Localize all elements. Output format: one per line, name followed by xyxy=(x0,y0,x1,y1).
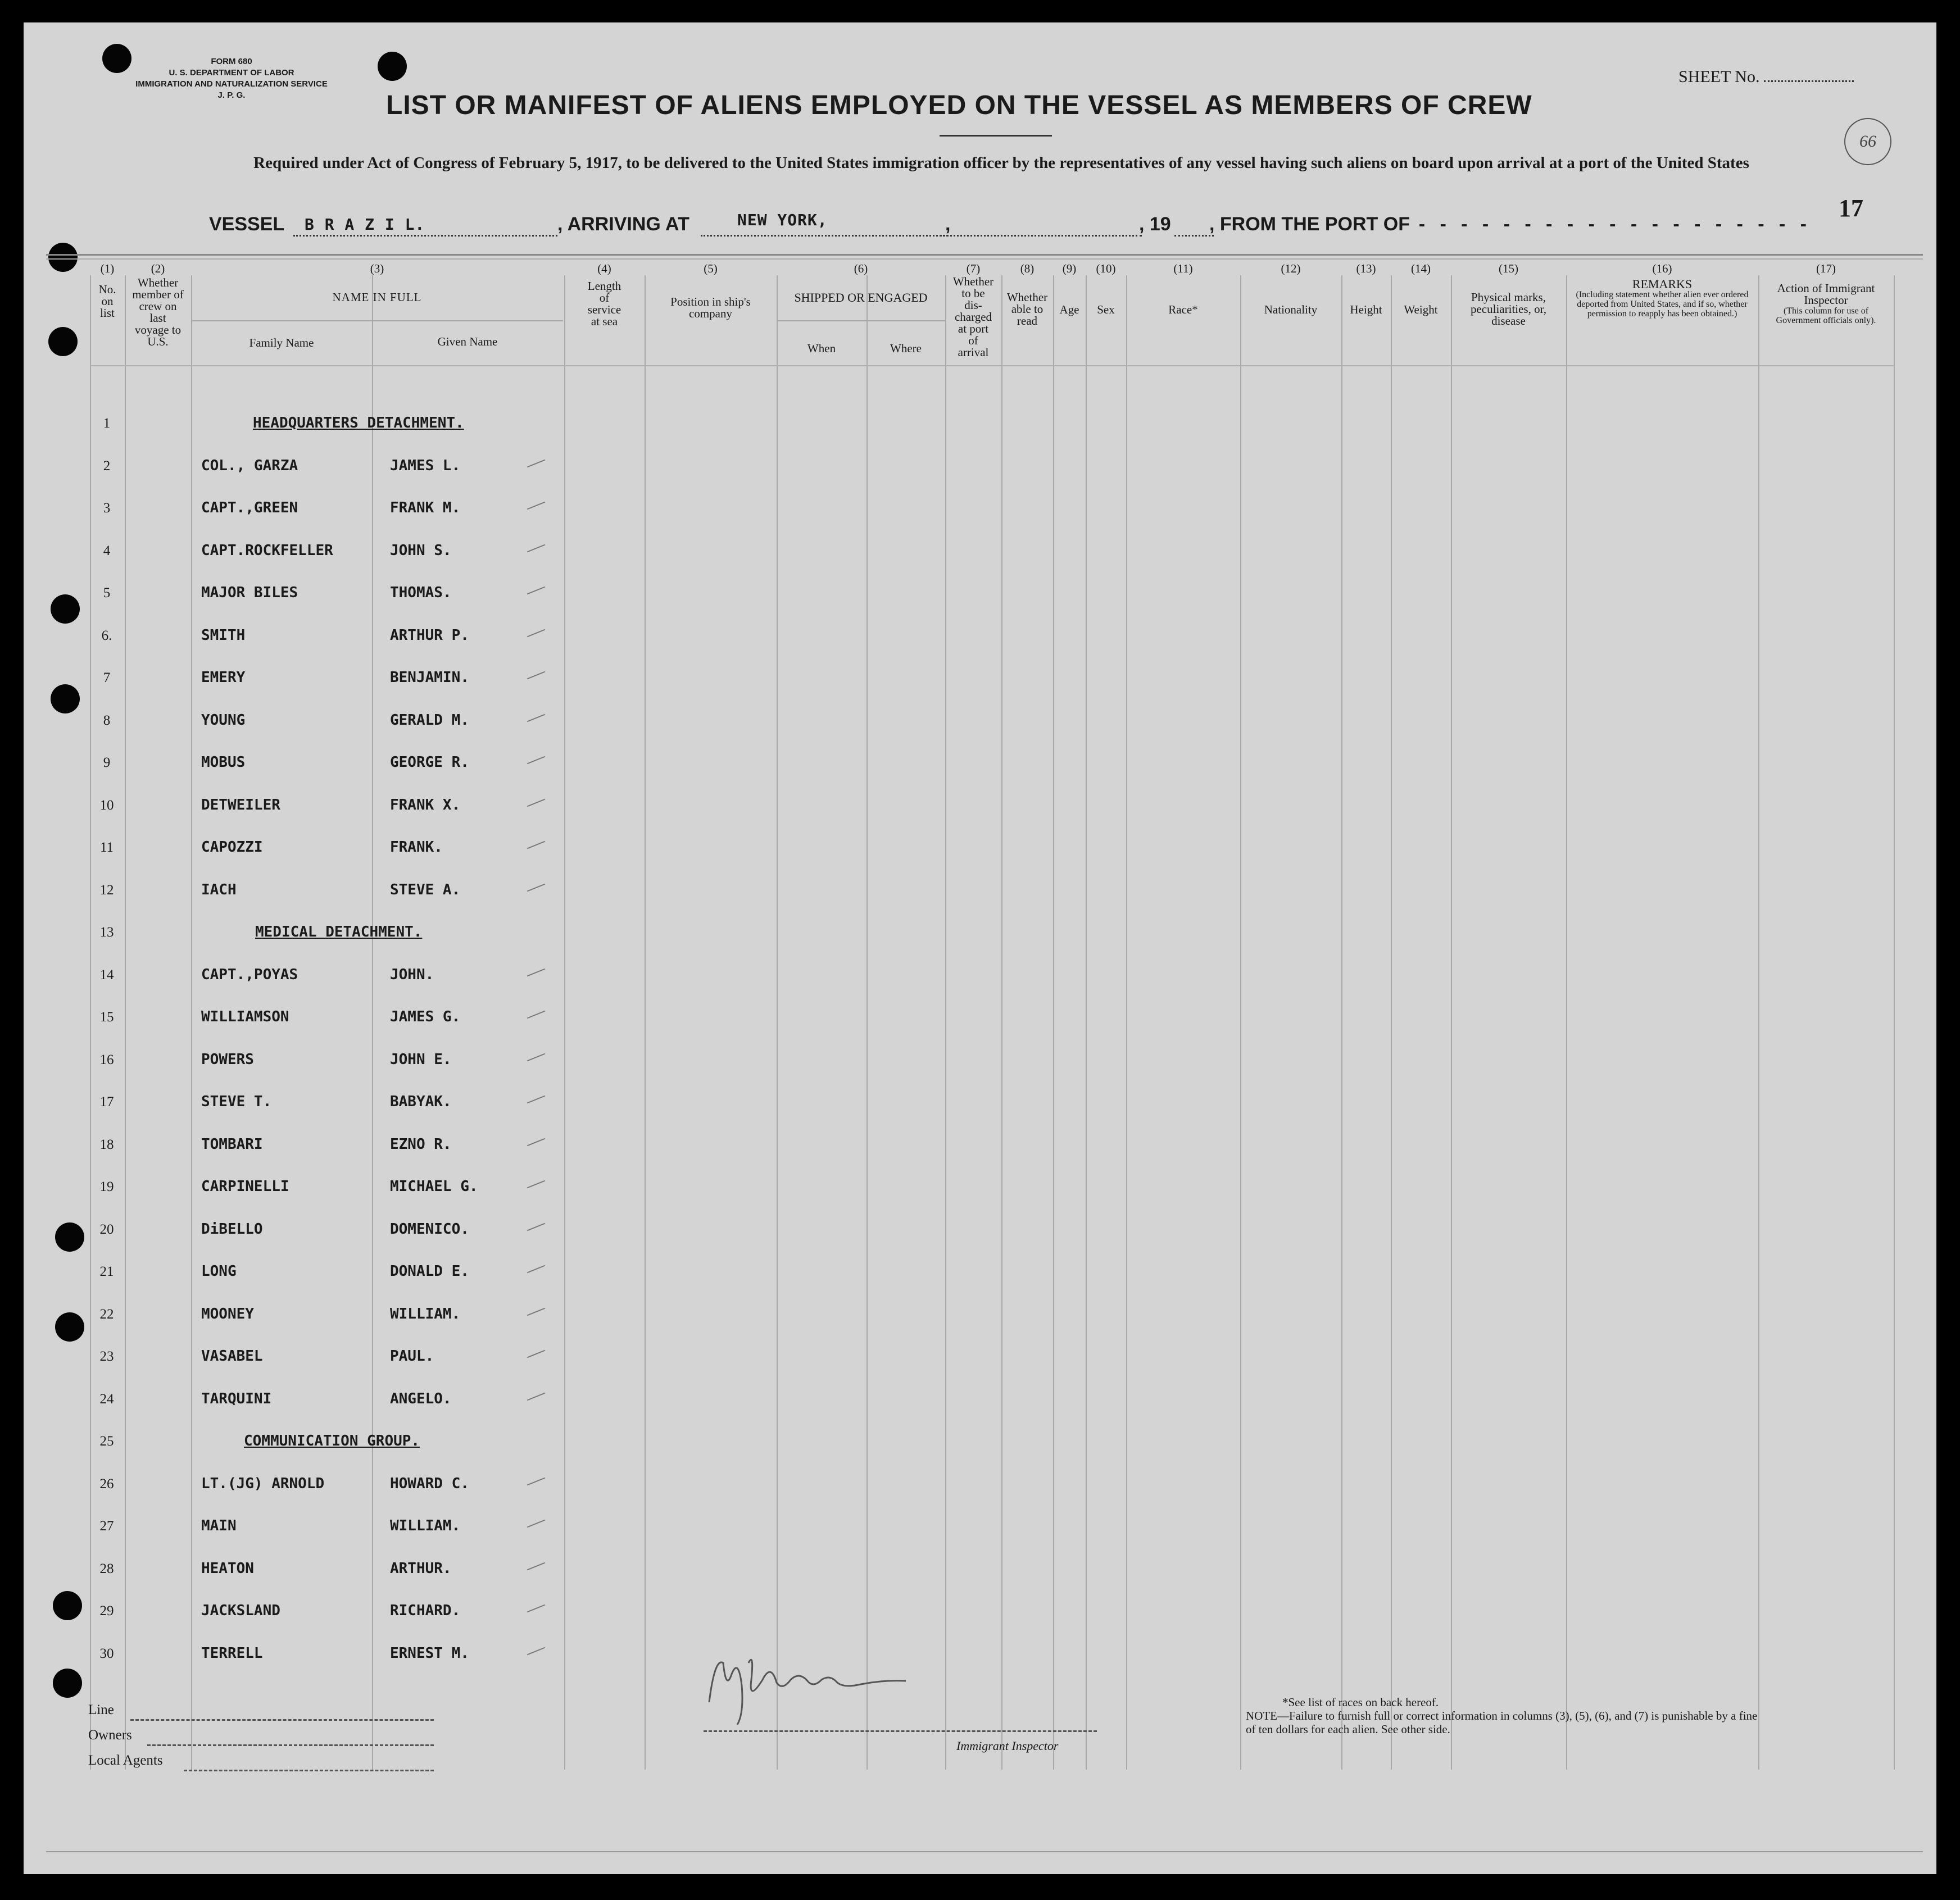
inspector-label: Immigrant Inspector xyxy=(956,1739,1059,1753)
manifest-sheet xyxy=(24,22,1936,1874)
check-mark xyxy=(527,587,545,595)
family-name-cell: MAIN xyxy=(201,1517,237,1534)
name-subheader-rule xyxy=(191,320,563,321)
row-number: 11 xyxy=(99,840,114,855)
check-mark xyxy=(527,671,545,680)
family-name-cell: SMITH xyxy=(201,627,246,644)
family-name-cell: CAPOZZI xyxy=(201,839,263,856)
footer-owners-rule xyxy=(147,1744,434,1746)
row-number: 2 xyxy=(103,458,111,474)
column-divider xyxy=(1566,275,1567,1770)
col8-number: (8) xyxy=(1020,262,1035,275)
col3-label: NAME IN FULL xyxy=(332,290,422,304)
title-rule xyxy=(940,135,1052,137)
row-number: 20 xyxy=(99,1222,114,1237)
row-number: 28 xyxy=(99,1561,114,1576)
given-name-cell: ARTHUR. xyxy=(390,1560,452,1577)
signature-stroke xyxy=(692,1640,973,1725)
column-divider xyxy=(1341,275,1342,1770)
date-rule xyxy=(940,235,1142,237)
column-divider xyxy=(1391,275,1392,1770)
col17-note: (This column for use of Government officials only). xyxy=(1776,306,1876,325)
row-number: 13 xyxy=(99,925,114,940)
row-number: 8 xyxy=(103,713,111,728)
col13-label: Height xyxy=(1350,303,1382,316)
col13-header xyxy=(1341,263,1391,316)
given-name-cell: JOHN S. xyxy=(390,542,452,559)
check-mark xyxy=(527,1604,545,1613)
header-bottom-rule xyxy=(90,365,1894,366)
check-mark xyxy=(527,884,545,892)
punch-hole xyxy=(55,1222,84,1252)
col3-number: (3) xyxy=(370,262,384,275)
row-number: 24 xyxy=(99,1392,114,1407)
section-heading: COMMUNICATION GROUP. xyxy=(244,1433,420,1449)
col6-when-subheader: When xyxy=(807,342,836,355)
row-number: 18 xyxy=(99,1137,114,1152)
row-number: 5 xyxy=(103,585,111,601)
row-number: 10 xyxy=(99,798,114,813)
given-name-cell: EZNO R. xyxy=(390,1136,452,1153)
page-title: LIST OR MANIFEST OF ALIENS EMPLOYED ON THE VESSEL AS MEMBERS OF CREW xyxy=(386,90,1532,120)
footer-agents-label: Local Agents xyxy=(88,1753,163,1768)
from-port-value: - - - - - - - - - - - - - - - - - - - xyxy=(1417,215,1809,234)
row-number: 19 xyxy=(99,1179,114,1194)
col9-number: (9) xyxy=(1062,262,1077,275)
family-name-cell: WILLIAMSON xyxy=(201,1008,289,1025)
family-name-cell: CAPT.,GREEN xyxy=(201,499,298,516)
given-name-cell: GEORGE R. xyxy=(390,754,469,771)
arriving-rule xyxy=(701,235,948,237)
col10-label: Sex xyxy=(1097,303,1115,316)
given-name-cell: STEVE A. xyxy=(390,881,461,898)
col8-label: Whether able to read xyxy=(1006,290,1048,328)
punch-hole xyxy=(51,594,80,624)
family-name-cell: VASABEL xyxy=(201,1348,263,1365)
col9-header xyxy=(1053,263,1086,316)
sheet-label: SHEET No. xyxy=(1678,67,1760,86)
given-name-cell: FRANK. xyxy=(390,839,443,856)
sheet-serial-number: 17 xyxy=(1839,194,1863,222)
col14-header xyxy=(1391,263,1451,316)
check-mark xyxy=(527,1053,545,1062)
check-mark xyxy=(527,1011,545,1019)
column-divider xyxy=(372,275,373,1770)
section-heading: MEDICAL DETACHMENT. xyxy=(255,924,423,940)
inspector-signature-rule xyxy=(704,1730,1097,1732)
family-name-cell: CAPT.,POYAS xyxy=(201,966,298,983)
family-name-cell: TERRELL xyxy=(201,1645,263,1662)
punch-hole xyxy=(51,684,80,713)
given-name-cell: JOHN E. xyxy=(390,1051,452,1068)
col11-number: (11) xyxy=(1173,262,1193,275)
row-number: 17 xyxy=(99,1094,114,1110)
given-name-cell: DOMENICO. xyxy=(390,1221,469,1238)
form-initials: J. P. G. xyxy=(217,90,246,100)
given-name-cell: HOWARD C. xyxy=(390,1475,469,1492)
col15-number: (15) xyxy=(1499,262,1518,275)
check-mark xyxy=(527,1478,545,1486)
family-name-cell: IACH xyxy=(201,881,237,898)
column-divider xyxy=(1758,275,1759,1770)
row-number: 23 xyxy=(99,1349,114,1364)
given-name-cell: ARTHUR P. xyxy=(390,627,469,644)
from-port-label: , FROM THE PORT OF xyxy=(1209,213,1410,235)
col15-label: Physical marks, peculiarities, or, disease xyxy=(1470,290,1547,328)
row-number: 12 xyxy=(99,883,114,898)
check-mark xyxy=(527,460,545,468)
family-name-cell: CARPINELLI xyxy=(201,1178,289,1195)
family-name-cell: DETWEILER xyxy=(201,797,280,813)
family-name-cell: MOBUS xyxy=(201,754,246,771)
col5-header xyxy=(645,263,777,320)
punch-hole xyxy=(53,1669,82,1698)
punch-hole xyxy=(53,1591,82,1620)
col15-header xyxy=(1451,263,1566,327)
column-divider xyxy=(945,275,946,1770)
given-name-cell: FRANK M. xyxy=(390,499,461,516)
given-name-cell: FRANK X. xyxy=(390,797,461,813)
col9-label: Age xyxy=(1059,303,1079,316)
col7-number: (7) xyxy=(966,262,981,275)
family-name-cell: HEATON xyxy=(201,1560,254,1577)
row-number: 16 xyxy=(99,1052,114,1067)
punch-hole xyxy=(48,243,78,272)
row-number: 25 xyxy=(99,1434,114,1449)
col3-family-subheader: Family Name xyxy=(249,336,314,349)
check-mark xyxy=(527,629,545,638)
col6-label: SHIPPED OR ENGAGED xyxy=(794,290,928,304)
column-divider xyxy=(191,275,192,1770)
check-mark xyxy=(527,1096,545,1104)
inspector-signature xyxy=(692,1640,973,1725)
col7-header xyxy=(945,263,1001,358)
row-number: 14 xyxy=(99,967,114,983)
check-mark xyxy=(527,544,545,553)
year-label: , 19 xyxy=(1139,213,1171,235)
given-name-cell: DONALD E. xyxy=(390,1263,469,1280)
family-name-cell: EMERY xyxy=(201,669,246,686)
row-number: 3 xyxy=(103,501,111,516)
col11-header xyxy=(1126,263,1240,316)
column-divider xyxy=(777,275,778,1770)
col10-header xyxy=(1086,263,1126,316)
check-mark xyxy=(527,1393,545,1401)
family-name-cell: CAPT.ROCKFELLER xyxy=(201,542,333,559)
footer-agents-rule xyxy=(184,1770,434,1771)
column-divider xyxy=(1240,275,1241,1770)
column-divider xyxy=(1053,275,1054,1770)
check-mark xyxy=(527,969,545,977)
row-number: 4 xyxy=(103,543,111,558)
family-name-cell: LT.(JG) ARNOLD xyxy=(201,1475,325,1492)
punch-hole xyxy=(55,1312,84,1342)
given-name-cell: PAUL. xyxy=(390,1348,434,1365)
col6-number: (6) xyxy=(854,262,868,275)
row-number: 15 xyxy=(99,1010,114,1025)
col11-label: Race* xyxy=(1168,303,1198,316)
form-service: IMMIGRATION AND NATURALIZATION SERVICE xyxy=(135,79,328,89)
footer-owners-label: Owners xyxy=(88,1728,132,1743)
row-number: 6. xyxy=(101,628,112,643)
arriving-port: NEW YORK, xyxy=(737,211,828,229)
given-name-cell: ANGELO. xyxy=(390,1390,452,1407)
col8-header xyxy=(1001,263,1053,327)
check-mark xyxy=(527,1265,545,1274)
family-name-cell: JACKSLAND xyxy=(201,1602,280,1619)
check-mark xyxy=(527,1223,545,1231)
punch-hole xyxy=(48,327,78,356)
check-mark xyxy=(527,1350,545,1358)
sheet-number-field xyxy=(1678,67,1854,87)
given-name-cell: WILLIAM. xyxy=(390,1306,461,1322)
punch-hole xyxy=(378,52,407,81)
col12-number: (12) xyxy=(1281,262,1301,275)
given-name-cell: ERNEST M. xyxy=(390,1645,469,1662)
column-divider xyxy=(1086,275,1087,1770)
family-name-cell: MAJOR BILES xyxy=(201,584,298,601)
col2-header xyxy=(125,263,191,348)
given-name-cell: GERALD M. xyxy=(390,712,469,729)
vessel-label: VESSEL xyxy=(209,213,285,235)
given-name-cell: MICHAEL G. xyxy=(390,1178,478,1195)
row-number: 26 xyxy=(99,1476,114,1492)
given-name-cell: BENJAMIN. xyxy=(390,669,469,686)
form-identification xyxy=(114,56,350,101)
year-rule xyxy=(1174,235,1214,237)
col1-label: No. on list xyxy=(98,283,116,320)
col4-number: (4) xyxy=(597,262,611,275)
header-top-rule xyxy=(46,254,1923,256)
row-number: 29 xyxy=(99,1603,114,1619)
check-mark xyxy=(527,1138,545,1147)
col5-label: Position in ship's company xyxy=(670,295,751,320)
row-number: 7 xyxy=(103,670,111,685)
check-mark xyxy=(527,1180,545,1189)
page-subtitle: Required under Act of Congress of February 5, 1917, to be delivered to the United States immigration officer by the representatives of any vessel having such aliens on board upon arrival at a port of the United States xyxy=(253,154,1749,172)
row-number: 27 xyxy=(99,1519,114,1534)
section-heading: HEADQUARTERS DETACHMENT. xyxy=(253,415,464,431)
col14-label: Weight xyxy=(1404,303,1438,316)
col4-label: Length of service at sea xyxy=(587,279,621,328)
family-name-cell: MOONEY xyxy=(201,1306,254,1322)
col12-header xyxy=(1240,263,1341,316)
col16-number: (16) xyxy=(1652,262,1672,275)
col12-label: Nationality xyxy=(1264,303,1318,316)
col5-number: (5) xyxy=(704,262,718,275)
check-mark xyxy=(527,1562,545,1571)
given-name-cell: JAMES G. xyxy=(390,1008,461,1025)
given-name-cell: JOHN. xyxy=(390,966,434,983)
row-number: 22 xyxy=(99,1307,114,1322)
check-mark xyxy=(527,756,545,765)
given-name-cell: BABYAK. xyxy=(390,1093,452,1110)
col17-header xyxy=(1758,263,1894,325)
arriving-label: , ARRIVING AT xyxy=(557,213,689,235)
footer-line-rule xyxy=(130,1719,434,1721)
vessel-rule xyxy=(293,235,557,237)
row-number: 21 xyxy=(99,1264,114,1279)
col4-header xyxy=(564,263,645,328)
races-note: *See list of races on back hereof. xyxy=(1282,1696,1439,1709)
col17-label: Action of Immigrant Inspector xyxy=(1777,281,1875,307)
check-mark xyxy=(527,1647,545,1656)
col7-label: Whether to be dis- charged at port of arrival xyxy=(952,275,994,359)
col3-header xyxy=(191,263,563,303)
check-mark xyxy=(527,841,545,849)
header-top-rule-2 xyxy=(46,258,1923,260)
col10-number: (10) xyxy=(1096,262,1116,275)
col1-number: (1) xyxy=(100,262,115,275)
family-name-cell: POWERS xyxy=(201,1051,254,1068)
column-divider xyxy=(645,275,646,1770)
row-number: 1 xyxy=(103,416,111,431)
family-name-cell: YOUNG xyxy=(201,712,246,729)
col6-where-subheader: Where xyxy=(890,342,922,355)
column-divider xyxy=(564,275,565,1770)
page-annotation xyxy=(1844,118,1891,165)
check-mark xyxy=(527,714,545,722)
comma-label: , xyxy=(945,213,951,235)
col2-label: Whether member of crew on last voyage to U.S. xyxy=(132,276,184,348)
check-mark xyxy=(527,1520,545,1528)
family-name-cell: TOMBARI xyxy=(201,1136,263,1153)
vessel-name: B R A Z I L. xyxy=(305,215,425,234)
check-mark xyxy=(527,502,545,510)
page-annotation-text: 66 xyxy=(1859,132,1876,151)
given-name-cell: RICHARD. xyxy=(390,1602,461,1619)
col6-header xyxy=(777,263,945,303)
given-name-cell: WILLIAM. xyxy=(390,1517,461,1534)
col13-number: (13) xyxy=(1356,262,1376,275)
family-name-cell: TARQUINI xyxy=(201,1390,272,1407)
col14-number: (14) xyxy=(1411,262,1431,275)
col17-number: (17) xyxy=(1816,262,1836,275)
shipped-subheader-rule xyxy=(777,320,945,321)
family-name-cell: DiBELLO xyxy=(201,1221,263,1238)
col16-label: REMARKS xyxy=(1632,277,1693,291)
column-divider xyxy=(1001,275,1002,1770)
column-divider xyxy=(866,275,868,1770)
given-name-cell: THOMAS. xyxy=(390,584,452,601)
check-mark xyxy=(527,1308,545,1316)
col2-number: (2) xyxy=(151,262,165,275)
footer-line-label: Line xyxy=(88,1702,114,1717)
row-number: 9 xyxy=(103,755,111,770)
col16-header xyxy=(1566,263,1758,319)
family-name-cell: LONG xyxy=(201,1263,237,1280)
form-number: FORM 680 xyxy=(211,57,252,66)
family-name-cell: COL., GARZA xyxy=(201,457,298,474)
column-divider xyxy=(1894,275,1895,1770)
family-name-cell: STEVE T. xyxy=(201,1093,272,1110)
col16-note: (Including statement whether alien ever ordered deported from United States, and if so, whether permission to reapply has been obtained.) xyxy=(1576,290,1749,319)
given-name-cell: JAMES L. xyxy=(390,457,461,474)
row-number: 30 xyxy=(99,1646,114,1661)
col1-header xyxy=(90,263,125,319)
check-mark xyxy=(527,799,545,807)
form-department: U. S. DEPARTMENT OF LABOR xyxy=(169,68,294,78)
column-divider xyxy=(1451,275,1452,1770)
penalty-note: NOTE—Failure to furnish full or correct information in columns (3), (5), (6), and (7) is punishable by a fine of ten dollars for each alien. See other side. xyxy=(1246,1709,1758,1736)
col3-given-subheader: Given Name xyxy=(437,335,498,348)
column-divider xyxy=(1126,275,1127,1770)
sheet-bottom-rule xyxy=(46,1851,1923,1852)
